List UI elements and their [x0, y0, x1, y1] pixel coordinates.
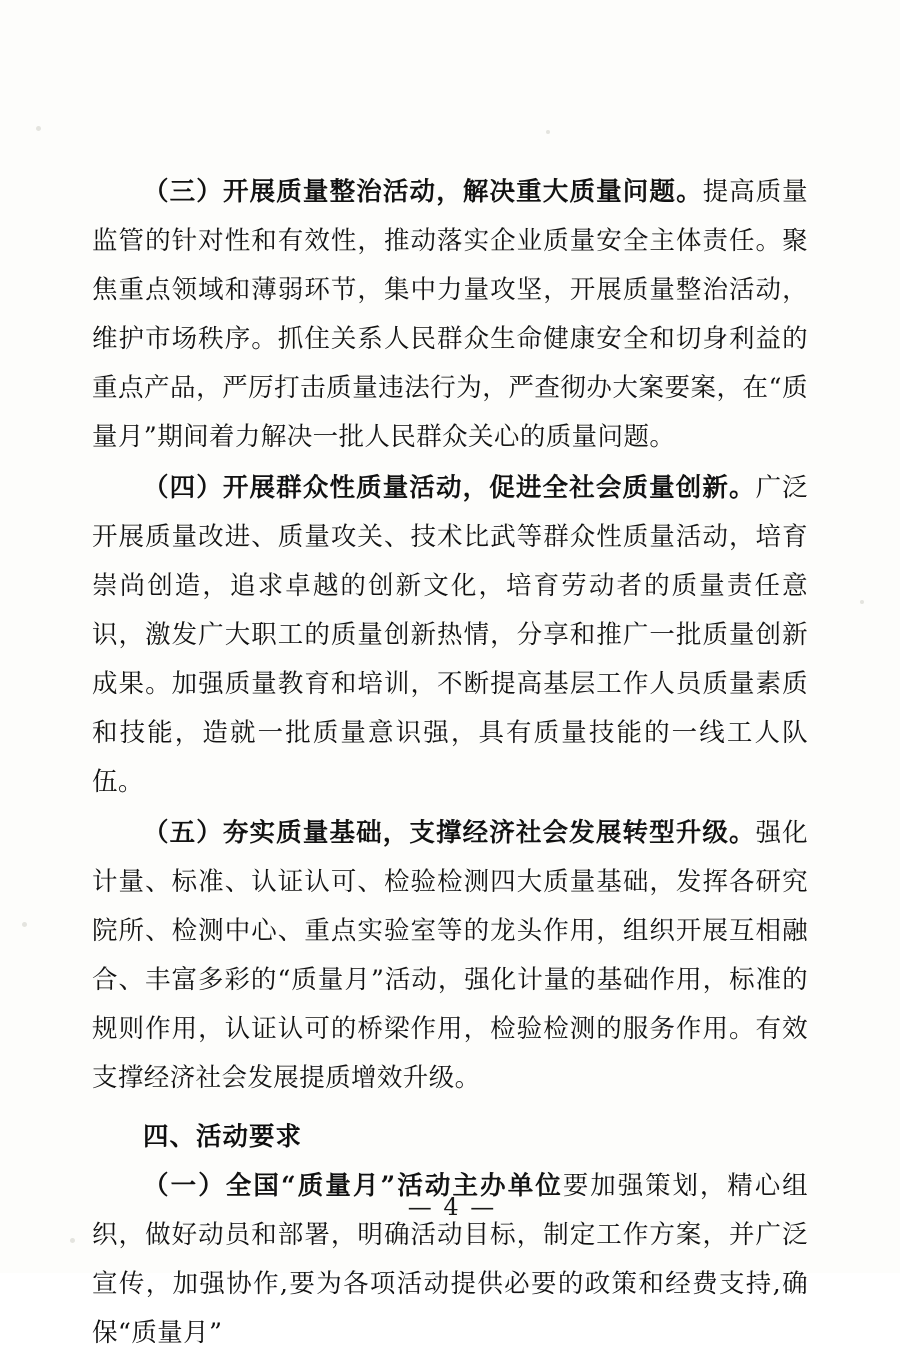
paragraph-text-item-5: 强化计量、标准、认证认可、检验检测四大质量基础，发挥各研究院所、检测中心、重点实验室等的龙头作用，组织开展互相融合、丰富多彩的“质量月”活动，强化计量的基础作用，标准的规则作用，认证认可的桥梁作用，检验检测的服务作用。有效支撑经济社会发展提质增效升级。 [92, 818, 808, 1093]
paragraph-item-3 [92, 168, 808, 462]
scan-speck [36, 126, 41, 131]
scan-speck [546, 130, 550, 134]
paragraph-text-item-3: 提高质量监管的针对性和有效性，推动落实企业质量安全主体责任。聚焦重点领域和薄弱环节，集中力量攻坚，开展质量整治活动，维护市场秩序。抓住关系人民群众生命健康安全和切身利益的重点产品，严厉打击质量违法行为，严查彻办大案要案，在“质量月”期间着力解决一批人民群众关心的质量问题。 [92, 177, 808, 452]
paragraph-text-item-4: 广泛开展质量改进、质量攻关、技术比武等群众性质量活动，培育崇尚创造，追求卓越的创新文化，培育劳动者的质量责任意识，激发广大职工的质量创新热情，分享和推广一批质量创新成果。加强质量教育和培训，不断提高基层工作人员质量素质和技能，造就一批质量意识强，具有质量技能的一线工人队伍。 [92, 473, 808, 797]
page-number: — 4 — [407, 1193, 497, 1221]
paragraph-item-4 [92, 464, 808, 807]
document-body [92, 168, 808, 1358]
paragraph-item-5 [92, 809, 808, 1103]
scan-speck [70, 1238, 75, 1243]
section-heading-activity-requirements: 四、活动要求 [143, 1122, 303, 1152]
scan-speck [860, 600, 864, 604]
paragraph-text-req-1: 要加强策划，精心组织，做好动员和部署，明确活动目标，制定工作方案，并广泛宣传，加强协作,要为各项活动提供必要的政策和经费支持,确保“质量月” [92, 1171, 808, 1348]
paragraph-req-1 [92, 1162, 808, 1358]
page-footer [0, 1193, 900, 1221]
scan-speck [22, 922, 27, 927]
paragraph-heading-item-3: （三）开展质量整治活动，解决重大质量问题。 [143, 177, 703, 207]
paragraph-heading-item-4: （四）开展群众性质量活动，促进全社会质量创新。 [143, 473, 756, 503]
paragraph-heading-req-1: （一）全国“质量月”活动主办单位 [143, 1171, 563, 1201]
paragraph-heading-item-5: （五）夯实质量基础，支撑经济社会发展转型升级。 [143, 818, 756, 848]
